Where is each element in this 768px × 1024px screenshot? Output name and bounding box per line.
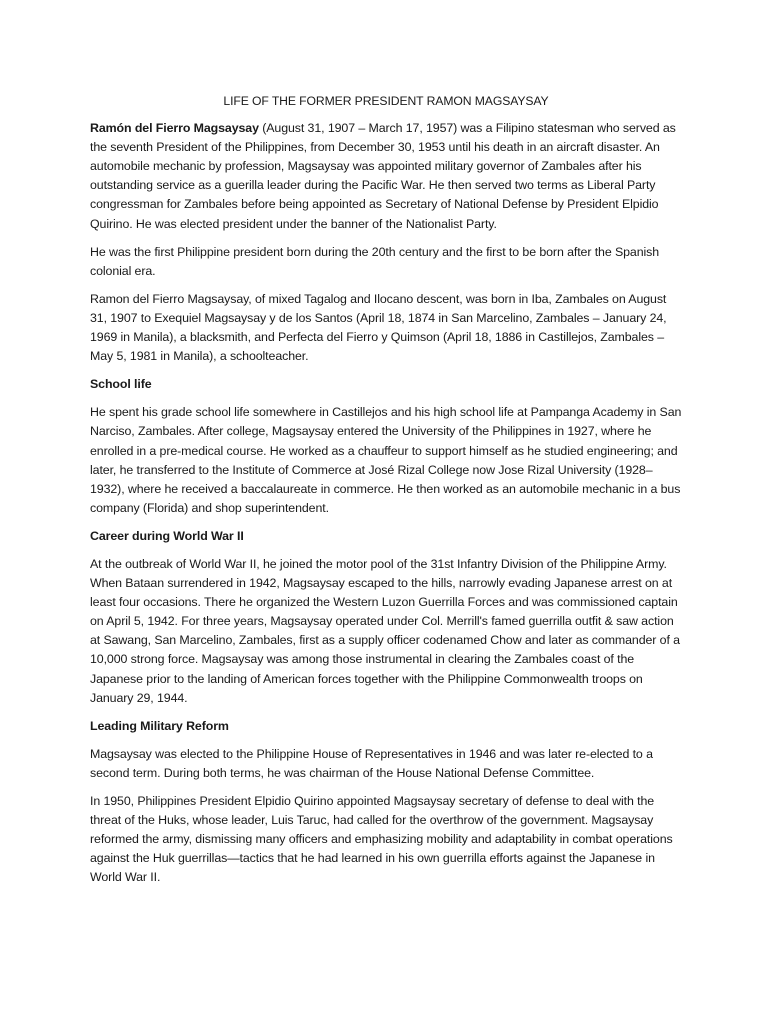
section-heading-military-reform: Leading Military Reform [90, 718, 229, 733]
paragraph-first-president: He was the first Philippine president born during the 20th century and the first to be born after the Spanish colonial era. [90, 244, 660, 278]
intro-text: (August 31, 1907 – March 17, 1957) was a Filipino statesman who served as the seventh President of the Philippines, from December 30, 1953 until his death in an aircraft disaster. An automobile mechanic by profession, Magsaysay was appointed military governor of Zambales after his outstanding service as a guerilla leader during the Pacific War. He then served two terms as Liberal Party congressman for Zambales before being appointed as Secretary of National Defense by President Elpidio Quirino. He was elected president under the banner of the Nationalist Party. [90, 121, 676, 231]
paragraph-world-war-ii: At the outbreak of World War II, he joined the motor pool of the 31st Infantry Division of the Philippine Army. When Bataan surrendered in 1942, Magsaysay escaped to the hills, narrowly evading Japanese arrest on at least four occasions. There he organized the Western Luzon Guerrilla Forces and was commissioned captain on April 5, 1942. For three years, Magsaysay operated under Col. Merrill's famed guerrilla outfit & saw action at Sawang, San Marcelino, Zambales, first as a supply officer codenamed Chow and later as commander of a 10,000 strong force. Magsaysay was among those instrumental in clearing the Zambales coast of the Japanese prior to the landing of American forces together with the Philippine Commonwealth troops on January 29, 1944. [90, 556, 680, 705]
subject-name: Ramón del Fierro Magsaysay [90, 121, 259, 136]
section-heading-school-life: School life [90, 377, 152, 392]
intro-paragraph [90, 119, 682, 234]
paragraph-secretary-of-defense: In 1950, Philippines President Elpidio Quirino appointed Magsaysay secretary of defense to deal with the threat of the Huks, whose leader, Luis Taruc, had called for the overthrow of the government. Magsaysay reformed the army, dismissing many officers and emphasizing mobility and adaptability in combat operations against the Huk guerrillas—tactics that he had learned in his own guerrilla efforts against the Japanese in World War II. [90, 794, 673, 885]
paragraph-house-representatives: Magsaysay was elected to the Philippine House of Representatives in 1946 and was later re-elected to a second term. During both terms, he was chairman of the House National Defense Committee. [90, 746, 653, 780]
paragraph-school-life: He spent his grade school life somewhere in Castillejos and his high school life at Pampanga Academy in San Narciso, Zambales. After college, Magsaysay entered the University of the Philippines in 1927, where he enrolled in a pre-medical course. He worked as a chauffeur to support himself as he studied engineering; and later, he transferred to the Institute of Commerce at José Rizal College now Jose Rizal University (1928–1932), where he received a baccalaureate in commerce. He then worked as an automobile mechanic in a bus company (Florida) and shop superintendent. [90, 405, 682, 515]
paragraph-birth: Ramon del Fierro Magsaysay, of mixed Tagalog and Ilocano descent, was born in Iba, Zambales on August 31, 1907 to Exequiel Magsaysay y de los Santos (April 18, 1874 in San Marcelino, Zambales – January 24, 1969 in Manila), a blacksmith, and Perfecta del Fierro y Quimson (April 18, 1886 in Castillejos, Zambales – May 5, 1981 in Manila), a schoolteacher. [90, 291, 667, 364]
document-title: LIFE OF THE FORMER PRESIDENT RAMON MAGSAYSAY [223, 94, 549, 108]
document-page [90, 92, 682, 896]
section-heading-world-war-ii: Career during World War II [90, 528, 244, 543]
